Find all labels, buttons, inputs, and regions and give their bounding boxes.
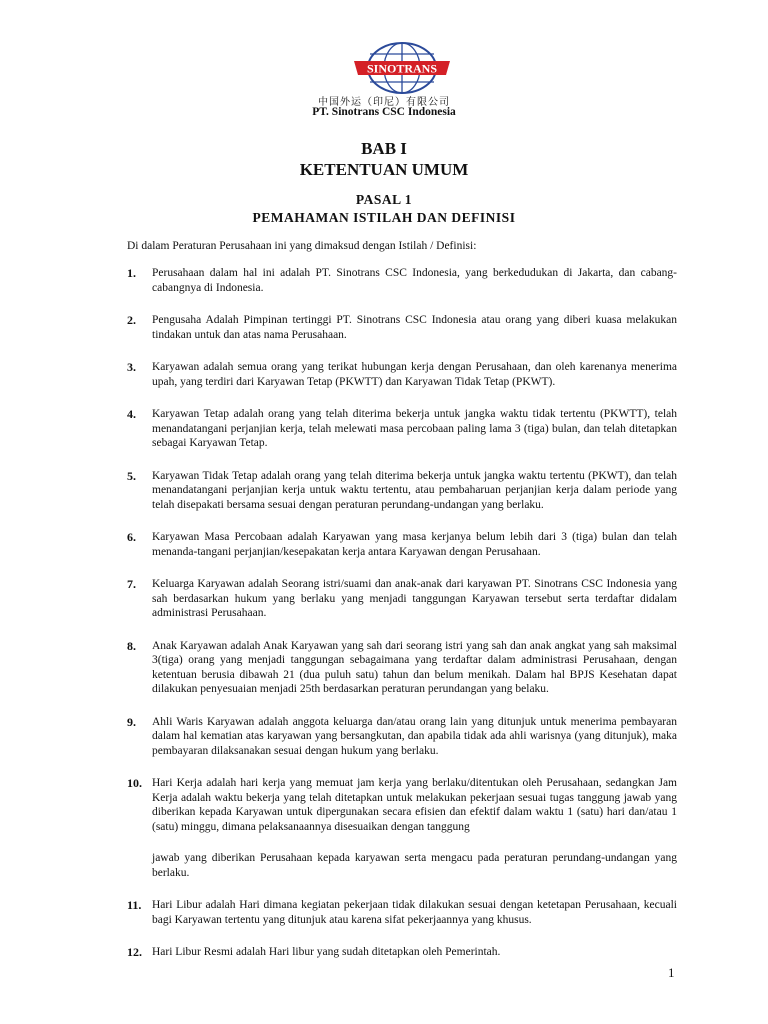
item-number: 9. xyxy=(127,714,136,729)
item-text: Perusahaan dalam hal ini adalah PT. Sinotrans CSC Indonesia, yang berkedudukan di Jakarta, dan cabang- cabangnya di Indonesia. xyxy=(152,267,677,294)
item-number: 8. xyxy=(127,638,136,653)
chapter-heading xyxy=(0,138,768,180)
item-text: Karyawan adalah semua orang yang terikat hubungan kerja dengan Perusahaan, dan oleh karenanya menerima upah, yang terdiri dari Karyawan Tetap (PKWTT) dan Karyawan Tidak Tetap (PKWT). xyxy=(152,361,677,388)
definition-list xyxy=(127,266,677,960)
item-text: Keluarga Karyawan adalah Seorang istri/suami dan anak-anak dari karyawan PT. Sinotrans CSC Indonesia yang sah berdasarkan hukum yang berlaku yang menjadi tanggungan Karyawan tersebut serta terdaftar didalam administrasi Perusahaan. xyxy=(152,578,677,619)
item-text: Hari Kerja adalah hari kerja yang memuat jam kerja yang berlaku/ditentukan oleh Perusahaan, sedangkan Jam Kerja adalah waktu bekerja yang telah ditetapkan untuk melakukan pekerjaan sesuai tugas tanggung jawab yang diberikan kepada Karyawan untuk dipergunakan secara efisien dan efektif dalam waktu 1 (satu) hari dan/atau 1 (satu) minggu, dimana pelaksanaannya disesuaikan dengan tanggung xyxy=(152,777,677,833)
item-text: Ahli Waris Karyawan adalah anggota keluarga dan/atau orang lain yang ditunjuk untuk menerima pembayaran dalam hal kematian atas karyawan yang bersangkutan, dan apabila tidak ada ahli warisnya (yang ditunjuk), maka pembayaran dilaksanakan sesuai dengan hukum yang berlaku. xyxy=(152,715,677,757)
sinotrans-logo xyxy=(350,42,454,94)
company-name: PT. Sinotrans CSC Indonesia xyxy=(312,106,456,118)
item-number: 11. xyxy=(127,898,142,912)
intro-text: Di dalam Peraturan Perusahaan ini yang dimaksud dengan Istilah / Definisi: xyxy=(127,240,477,252)
list-item xyxy=(127,530,677,559)
item-number: 4. xyxy=(127,407,136,421)
logo-text: SINOTRANS xyxy=(366,61,438,76)
item-text: Anak Karyawan adalah Anak Karyawan yang sah dari seorang istri yang sah dan anak angkat yang sah maksimal 3(tiga) orang yang menjadi tanggungan sebagaimana yang terdaftar dalam administrasi Perusahaan, dengan ketentuan berusia dibawah 21 (dua puluh satu) tahun dan belum menikah. Dalam hal BPJS Kesehatan dapat dilakukan penyesuaian menjadi 25th berdasarkan peraturan perundangan yang belaku. xyxy=(152,639,677,695)
item-number: 10. xyxy=(127,776,142,790)
list-item xyxy=(127,639,677,697)
item-text: Karyawan Masa Percobaan adalah Karyawan yang masa kerjanya belum lebih dari 3 (tiga) bulan dan telah menanda-tangani perjanjian/kesepakatan kerja antara Karyawan dengan Perusahaan. xyxy=(152,531,677,558)
section-heading xyxy=(0,191,768,227)
list-item xyxy=(127,776,677,880)
list-item xyxy=(127,407,677,451)
item-number: 6. xyxy=(127,530,136,544)
chapter-number: BAB I xyxy=(361,139,407,158)
item-number: 1. xyxy=(127,266,136,280)
item-number: 2. xyxy=(127,313,136,327)
item-continuation: jawab yang diberikan Perusahaan kepada karyawan serta mengacu pada peraturan perundang-undangan yang berlaku. xyxy=(152,852,677,879)
item-text: Karyawan Tidak Tetap adalah orang yang telah diterima bekerja untuk jangka waktu tertentu (PKWT), dan telah menandatangani perjanjian kerja untuk waktu tertentu, atau pembaharuan perjanjian kerja dalam periode yang telah disepakati bersama sesuai dengan peraturan perundang-undangan yang berlaku. xyxy=(152,469,677,511)
item-text: Hari Libur Resmi adalah Hari libur yang sudah ditetapkan oleh Pemerintah. xyxy=(152,946,501,958)
list-item xyxy=(127,266,677,295)
item-text: Hari Libur adalah Hari dimana kegiatan pekerjaan tidak dilakukan sesuai dengan ketetapan Perusahaan, kecuali bagi Karyawan tertentu yang ditunjuk atau karena sifat pekerjaannya yang khusus. xyxy=(152,899,677,926)
list-item xyxy=(127,945,677,960)
list-item xyxy=(127,715,677,759)
company-name-chinese: 中国外运（印尼）有限公司 xyxy=(318,97,450,108)
item-number: 3. xyxy=(127,360,136,374)
item-number: 7. xyxy=(127,577,136,591)
section-title: PEMAHAMAN ISTILAH DAN DEFINISI xyxy=(252,210,516,225)
list-item xyxy=(127,469,677,513)
chapter-title: KETENTUAN UMUM xyxy=(299,160,469,179)
item-text: Karyawan Tetap adalah orang yang telah diterima bekerja untuk jangka waktu tidak tertentu (PKWTT), telah menandatangani perjanjian kerja, telah melewati masa percobaan paling lama 3 (tiga) bulan, dan telah ditetapkan sebagai Karyawan Tetap. xyxy=(152,408,677,449)
item-number: 12. xyxy=(127,945,142,959)
page-number: 1 xyxy=(668,965,675,980)
list-item xyxy=(127,577,677,621)
list-item xyxy=(127,360,677,389)
item-number: 5. xyxy=(127,468,136,483)
list-item xyxy=(127,313,677,342)
section-number: PASAL 1 xyxy=(355,192,413,207)
list-item xyxy=(127,898,677,927)
globe-logo-icon xyxy=(350,42,454,94)
item-text: Pengusaha Adalah Pimpinan tertinggi PT. Sinotrans CSC Indonesia atau orang yang diberi kuasa melakukan tindakan untuk dan atas nama Perusahaan. xyxy=(152,314,677,341)
